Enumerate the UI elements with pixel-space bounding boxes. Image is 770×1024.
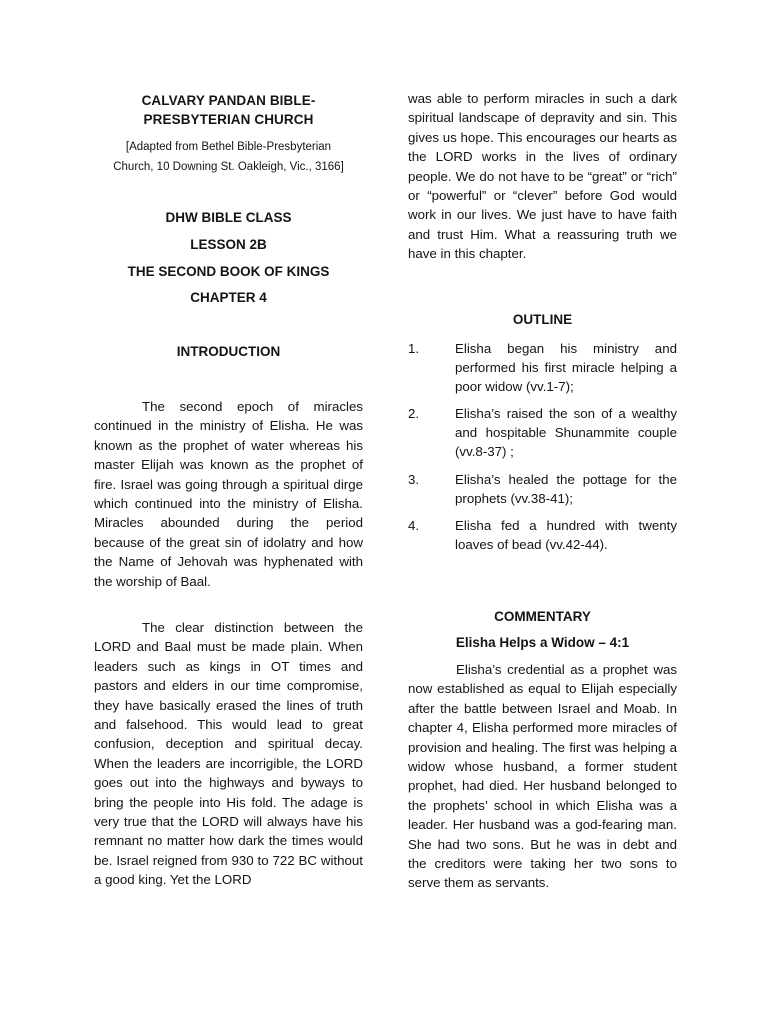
introduction-paragraph-1: The second epoch of miracles continued in the ministry of Elisha. He was known as the prophet of water whereas his master Elijah was known as the prophet of fire. Israel was going through a spiritual dirge which continued into the ministry of Elisha. Miracles abounded during the period because of the great sin of idolatry and how the Name of Jehovah was hyphenated with the worship of Baal. [94, 399, 363, 589]
commentary-heading: COMMENTARY [494, 609, 591, 624]
chapter-title: CHAPTER 4 [190, 290, 267, 305]
outline-item-number: 2. [408, 406, 420, 421]
outline-heading: OUTLINE [512, 312, 573, 327]
outline-item-number: 1. [408, 341, 420, 356]
introduction-paragraph-2-continued: was able to perform miracles in such a dark spiritual landscape of depravity and sin. This gives us hope. This encourages our hearts as the LORD works in the lives of ordinary people. We do not have to be “great” or “rich” or “powerful” or “clever” before God would work in our lives. We just have to have faith and trust Him. What a reassuring truth we have in this chapter. [408, 91, 677, 262]
outline-item-text: Elisha’s raised the son of a wealthy and hospitable Shunammite couple (vv.8-37) ; [455, 406, 677, 460]
church-name-line1: CALVARY PANDAN BIBLE- [141, 93, 316, 108]
church-name-line2: PRESBYTERIAN CHURCH [143, 112, 314, 127]
outline-item-text: Elisha’s healed the pottage for the prophets (vv.38-41); [455, 472, 677, 507]
outline-item-number: 4. [408, 518, 420, 533]
left-column [94, 0, 363, 1024]
outline-item-number: 3. [408, 472, 420, 487]
commentary-paragraph: Elisha’s credential as a prophet was now established as equal to Elijah especially after the battle between Israel and Moab. In chapter 4, Elisha performed more miracles of provision and healing. The first was helping a widow whose husband, a former student prophet, had died. Her husband belonged to the prophets’ school in which Elisha was a leader. Her husband was a god-fearing man. She had two sons. But he was in debt and the creditors were taking her two sons to serve them as servants. [408, 662, 677, 891]
class-title: DHW BIBLE CLASS [165, 210, 292, 225]
outline-item-text: Elisha began his ministry and performed his first miracle helping a poor widow (vv.1-7); [455, 341, 677, 395]
right-column [408, 0, 677, 1024]
outline-item-text: Elisha fed a hundred with twenty loaves of bead (vv.42-44). [455, 518, 677, 553]
lesson-number: LESSON 2B [190, 237, 267, 252]
introduction-paragraph-2: The clear distinction between the LORD and Baal must be made plain. When leaders such as kings in OT times and pastors and elders in our time compromise, they have basically erased the lines of truth and falsehood. This would lead to great confusion, deception and spiritual decay. When the leaders are incorrigible, the LORD goes out into the highways and byways to bring the people into His fold. The adage is very true that the LORD will always have his remnant no matter how dark the times would be. Israel reigned from 930 to 722 BC without a good king. Yet the LORD [94, 620, 363, 888]
adapted-note-line2: Church, 10 Downing St. Oakleigh, Vic., 3166] [113, 161, 344, 173]
commentary-subheading: Elisha Helps a Widow – 4:1 [455, 635, 630, 650]
adapted-note-line1: [Adapted from Bethel Bible-Presbyterian [125, 141, 332, 153]
introduction-heading: INTRODUCTION [176, 344, 281, 359]
book-title: THE SECOND BOOK OF KINGS [127, 264, 330, 279]
